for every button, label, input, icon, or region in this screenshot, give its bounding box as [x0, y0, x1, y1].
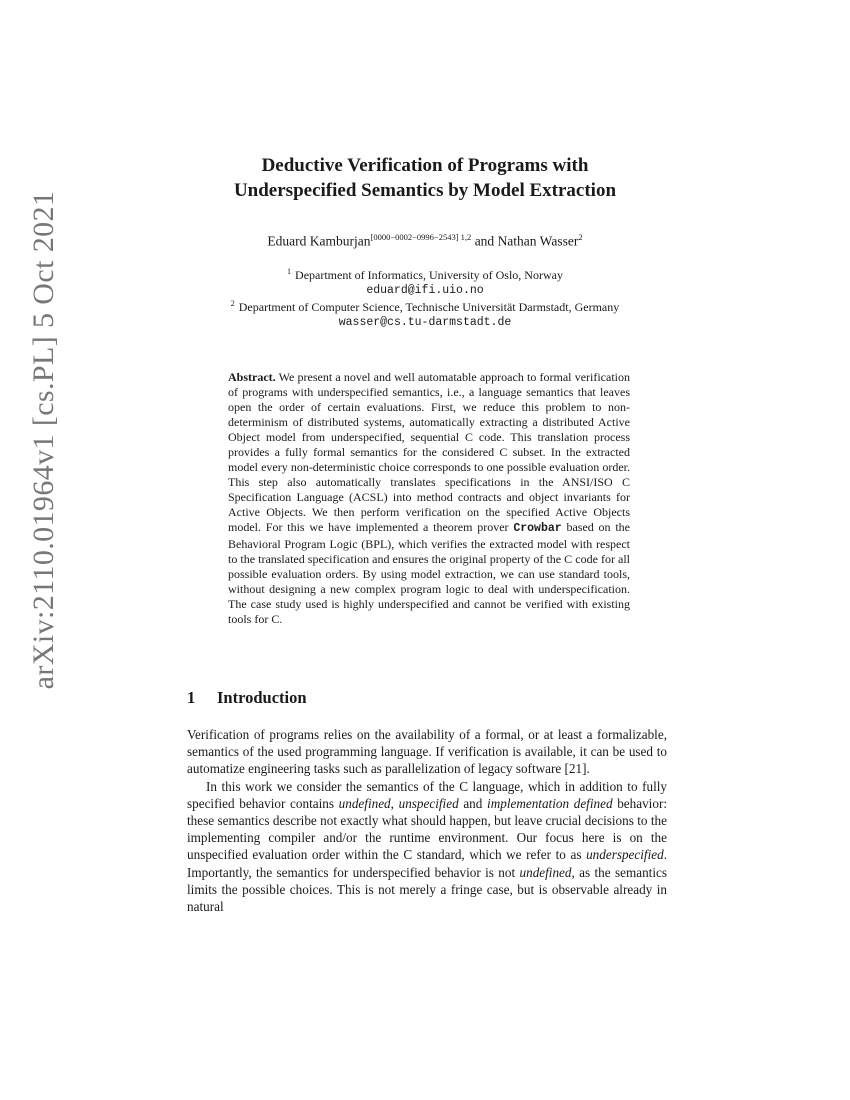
section-title: Introduction [217, 688, 307, 707]
text-run: In this work we consider the semantics of the C language, which in addition to fully specified behavior contains [187, 778, 667, 811]
abstract-text: based on the Behavioral Program Logic (BPL), which verifies the extracted model with respect to the translated specification and ensures the original property of the C code for all possible evaluation orders. By using model extraction, we can use standard tools, without designing a new complex program logic to deal with underspecification. The case study used is highly underspecified and cannot be verified with existing tools for C. [228, 520, 630, 626]
text-run: behavior: these semantics describe not exactly what should happen, but leave crucial decisions to the implementing compiler and/or the runtime environment. Our focus here is on the unspecified evaluation order within the C standard, which we refer to as [187, 795, 668, 863]
emphasis: undefined [338, 795, 391, 811]
text-run: , [390, 795, 399, 811]
paragraph: Verification of programs relies on the availability of a formal, or at least a formalizable, semantics of the used programming language. If verification is available, it can be used to automatize engineering tasks such as parallelization of legacy software [21]. [187, 727, 667, 777]
affiliation-1 [150, 264, 700, 299]
author-orcid: [0000−0002−0996−2543] 1,2 [370, 232, 472, 242]
text-run: and [458, 795, 488, 811]
affiliation-text: Department of Computer Science, Technische Universität Darmstadt, Germany [238, 300, 620, 314]
emphasis: unspecified [398, 795, 459, 811]
paper-title [150, 153, 700, 203]
affiliation-mark: 2 [230, 299, 235, 308]
author-email[interactable]: wasser@cs.tu-darmstadt.de [338, 316, 512, 329]
abstract [228, 370, 630, 627]
author-list [150, 232, 700, 250]
emphasis: implementation defined [487, 795, 613, 811]
emphasis: underspecified [586, 847, 664, 863]
section-heading [187, 688, 307, 708]
abstract-text: We present a novel and well automatable approach to formal verification of programs with underspecified semantics, i.e., a language semantics that leaves open the order of certain evaluations. First, we reduce this problem to non-determinism of distributed systems, automatically extracting a distributed Active Object model from underspecified, sequential C code. This translation process provides a fully formal semantics for the considered C subset. In the extracted model every non-deterministic choice corresponds to one possible evaluation order. This step also automatically translates specifications in the ANSI/ISO C Specification Language (ACSL) into method contracts and object invariants for Active Objects. We then perform verification on the specified Active Objects model. For this we have implemented a theorem prover [228, 370, 630, 535]
affiliation-2 [150, 296, 700, 331]
title-line-1: Deductive Verification of Programs with [261, 155, 589, 176]
text-run: , as the semantics limits the possible choices. This is not merely a fringe case, but is observable already in natural [187, 864, 667, 915]
arxiv-identifier: arXiv:2110.01964v1 [cs.PL] 5 Oct 2021 [27, 190, 60, 690]
emphasis: undefined [519, 864, 572, 880]
author-name: Nathan Wasser [497, 233, 579, 249]
text-run: . Importantly, the semantics for underspecified behavior is not [187, 847, 667, 880]
affiliation-mark: 1 [287, 267, 292, 276]
abstract-label: Abstract. [228, 370, 276, 384]
author-affil-mark: 2 [578, 232, 583, 242]
tool-name: Crowbar [513, 522, 562, 536]
body-text [187, 726, 667, 915]
author-email[interactable]: eduard@ifi.uio.no [366, 284, 484, 297]
affiliation-text: Department of Informatics, University of Oslo, Norway [295, 268, 563, 282]
author-name: Eduard Kamburjan [267, 233, 371, 249]
section-number: 1 [187, 688, 196, 707]
author-conjunction: and [471, 233, 498, 249]
paragraph [187, 778, 667, 916]
title-line-2: Underspecified Semantics by Model Extraction [233, 180, 617, 201]
